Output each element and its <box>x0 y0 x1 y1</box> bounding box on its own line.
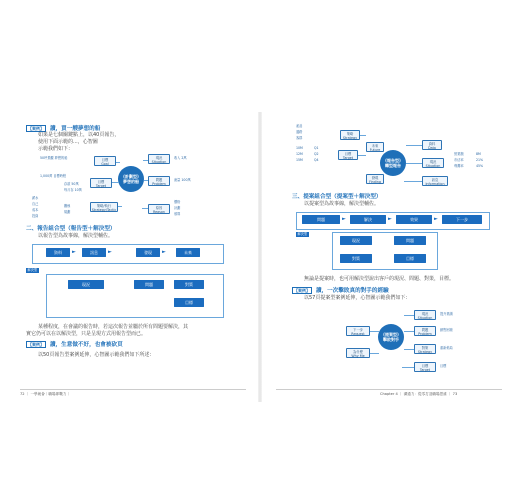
map-label: Q2 <box>314 152 319 156</box>
map-label: 通路 <box>296 130 303 134</box>
connector <box>118 206 122 207</box>
connector <box>402 367 414 368</box>
flow-solution-2: 對策 <box>340 254 372 263</box>
footer-rule <box>276 389 502 390</box>
node-data: 資料 Data <box>422 140 442 150</box>
node-goal: 目標 Goal <box>94 156 116 166</box>
map-label: 15M <box>296 158 303 162</box>
map-label: 目標 <box>440 364 447 368</box>
map-label: 每月存 10萬 <box>64 188 82 192</box>
case-body-line-2: 使用下面示範的...，心智圖 <box>38 139 98 145</box>
map-label: Q4 <box>314 158 319 162</box>
case-heading-3 <box>26 340 123 348</box>
flow-problem-2: 問題 <box>302 215 340 224</box>
connector <box>404 181 422 182</box>
map-label: 價格 <box>174 200 181 204</box>
map-label: 流量 100萬 <box>174 178 191 182</box>
case-tag: 【案例】 <box>294 288 310 293</box>
node-info: 訊息 Information <box>422 176 448 186</box>
arrow-icon: ► <box>342 216 346 222</box>
map-center: (計劃型) 夢想的船 <box>118 166 144 192</box>
map-label: 8M <box>476 152 481 156</box>
case-title: 讀，一次擊敗真的對手的經驗 <box>315 288 389 294</box>
case-tag: 【案例】 <box>28 342 44 347</box>
flow-problem: 問題 <box>134 280 164 289</box>
case-body-line-1: 如果是七個關鍵點上，以40頁報告， <box>38 132 120 138</box>
connector <box>358 155 366 156</box>
connector <box>360 135 366 136</box>
node-reason: 原因 Reason <box>148 204 170 214</box>
map-label: 1,000萬 目標時程 <box>40 174 67 178</box>
map-label: 提升業績 <box>440 312 453 316</box>
section-heading-4: 三、提案組合型（提案型＋解決型） <box>292 194 382 200</box>
arrow-icon: ► <box>72 249 76 255</box>
left-footer: 72 ｜ 一學就會｜職場即戰力｜ <box>20 392 70 396</box>
node-strategy3: 對策 Strategy <box>414 344 436 354</box>
map-label: 利潤率 <box>454 164 464 168</box>
map-label: 計劃 <box>174 206 181 210</box>
map-label: 產品 <box>296 124 303 128</box>
node-target3: 目標 Target <box>414 362 436 372</box>
node-finding: 發現 Finding <box>366 174 384 184</box>
map-label: 關係 <box>64 204 71 208</box>
node-target: 目標 Target <box>90 178 112 188</box>
flow-step-message: 訊息 <box>82 248 106 257</box>
flow-step-future: 未來 <box>176 248 200 257</box>
map-label: 市佔率 <box>454 158 464 162</box>
connector <box>404 315 414 316</box>
paragraph-right: 無論是提案時，也可用解決型說出客戶的現況、問題、對策，目標。 <box>304 276 455 282</box>
connector <box>143 160 148 161</box>
arrow-icon: ► <box>108 249 112 255</box>
map-label: 營業額 <box>454 152 464 156</box>
map-center: (提案型) 擊敗對手 <box>378 324 404 350</box>
case-body-5: 以57頁提案型案例延伸，心智圖示範我們如下： <box>304 295 411 301</box>
map-label: 客群 <box>296 136 303 140</box>
node-target2: 目標 Target <box>338 150 358 160</box>
flow-problem-3: 問題 <box>394 236 426 245</box>
flow-goal: 目標 <box>174 298 204 307</box>
node-request: 下一步 Request <box>346 326 370 336</box>
flow-step-finding: 發現 <box>136 248 160 257</box>
flow-solution: 對策 <box>174 280 204 289</box>
right-page <box>262 112 516 402</box>
arrow-icon: ► <box>388 216 392 222</box>
node-situation3: 現況 Situation <box>414 310 436 320</box>
paragraph-line-2: 實它仍可以在以解決型，只是呈現方式用報告型而已。 <box>26 331 147 337</box>
paragraph-line-1: 某種程度，在會議的報告時，若這次報告並屬於所有問題要解決，其 <box>38 324 189 330</box>
connector <box>142 208 148 209</box>
map-label: 投資 <box>32 214 39 218</box>
map-label: 規劃 <box>64 210 71 214</box>
solution-type-label: 解決型 <box>27 268 38 272</box>
left-page <box>6 112 260 402</box>
connector <box>370 331 379 332</box>
connector <box>406 145 422 146</box>
case-heading-1 <box>26 124 100 132</box>
right-footer: Chapter 4 ｜ 溝通力：從零打造職場思維 ｜ 73 <box>380 392 458 396</box>
map-label: 自己 <box>32 202 39 206</box>
map-label: Q1 <box>314 146 319 150</box>
solution-type-label: 解決型 <box>297 232 308 236</box>
map-label: 重新佈局 <box>440 346 453 350</box>
flow-next-step: 下一步 <box>442 215 482 224</box>
node-strategy: 策略/執行 Strategy/Tactic <box>91 204 117 212</box>
map-label: 存款 50萬 <box>64 182 79 186</box>
case-title: 讀，生意做不好，也會被砍頁 <box>49 342 123 348</box>
case-tag: 【案例】 <box>28 126 44 131</box>
arrow-icon: ► <box>162 249 166 255</box>
map-label: 薪水 <box>32 196 39 200</box>
case-body-3: 以50頁報告型案例延伸，心智圖示範我們如下所述： <box>38 352 155 358</box>
section-body-2: 以報告型為故事線，解決型輔佐。 <box>38 233 114 239</box>
section-body-4: 以提案型為故事線，解決型輔佐。 <box>304 201 380 207</box>
map-center: (報告型) 轉型報告 <box>380 150 406 176</box>
flow-step-data: 資料 <box>46 248 70 257</box>
node-problem: 問題 Problem <box>148 176 170 186</box>
connector <box>144 180 148 181</box>
node-situation2: 現況 Situation <box>422 158 444 168</box>
node-future: 未來 Future <box>366 142 384 152</box>
connector <box>404 349 414 350</box>
flow-situation-2: 現況 <box>340 236 372 245</box>
flow-solve: 解決 <box>350 215 386 224</box>
connector <box>406 163 422 164</box>
case-body-line-3: 示範我們如下： <box>38 146 74 152</box>
connector <box>404 331 414 332</box>
map-label: 12M <box>296 152 303 156</box>
map-label: 預算 <box>174 212 181 216</box>
node-problem3: 問題 Problem <box>414 326 436 336</box>
node-situation: 現況 Situation <box>148 154 170 164</box>
map-label: 成本 <box>32 208 39 212</box>
case-title: 讀，買一艘夢想的船 <box>49 126 101 132</box>
map-label: 10M <box>296 146 303 150</box>
flow-situation: 現況 <box>68 280 104 289</box>
section-heading-2: 二、報告組合型（報告型＋解決型） <box>26 226 116 232</box>
flow-effect: 效果 <box>396 215 432 224</box>
map-label: 銷售困境 <box>440 328 453 332</box>
node-strategy2: 策略 Strategy <box>340 130 360 140</box>
flow-goal-2: 目標 <box>394 254 426 263</box>
arrow-icon: ► <box>434 216 438 222</box>
connector <box>116 162 120 163</box>
connector <box>112 182 119 183</box>
map-label: 50坪景觀 夢想的船 <box>40 156 68 160</box>
connector <box>370 353 379 354</box>
map-label: 收入 2萬 <box>174 156 187 160</box>
map-label: 21% <box>476 158 484 162</box>
case-heading-5 <box>292 286 389 294</box>
node-whyme: 為什麼 Why Me <box>346 348 370 358</box>
map-label: 45% <box>476 164 484 168</box>
footer-rule <box>20 389 246 390</box>
